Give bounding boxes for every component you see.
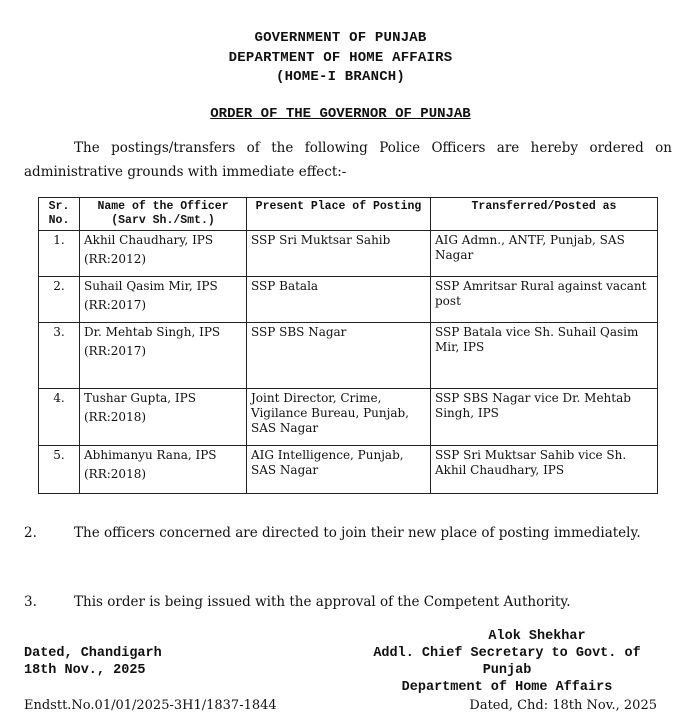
header-department: DEPARTMENT OF HOME AFFAIRS: [228, 50, 453, 66]
endorsement-number: Endstt.No.01/01/2025-3H1/1837-1844: [24, 698, 277, 713]
officer-batch: (RR:2012): [84, 252, 147, 266]
cell-officer: [80, 231, 247, 277]
officer-name: Suhail Qasim Mir, IPS: [84, 279, 218, 293]
cell-present: AIG Intelligence, Punjab, SAS Nagar: [247, 446, 431, 494]
paragraph-3-number: 3.: [24, 594, 37, 610]
paragraph-2: [24, 521, 672, 545]
header-present-posting: Present Place of Posting: [247, 198, 431, 231]
cell-posted: SSP SBS Nagar vice Dr. Mehtab Singh, IPS: [431, 389, 658, 446]
cell-officer: [80, 389, 247, 446]
paragraph-3-text: This order is being issued with the approval of the Competent Authority.: [74, 594, 571, 610]
cell-sr: 1.: [39, 231, 80, 277]
cell-sr: 5.: [39, 446, 80, 494]
header-sr-no: Sr. No.: [39, 198, 80, 231]
officer-name: Abhimanyu Rana, IPS: [84, 448, 217, 462]
officer-batch: (RR:2017): [84, 298, 147, 312]
cell-officer: [80, 446, 247, 494]
officer-name: Akhil Chaudhary, IPS: [84, 233, 214, 247]
header-transferred-as: Transferred/Posted as: [431, 198, 658, 231]
signatory-designation: Addl. Chief Secretary to Govt. of Punjab: [373, 646, 641, 678]
cell-officer: [80, 277, 247, 323]
cell-present: SSP SBS Nagar: [247, 323, 431, 389]
table-row: [39, 277, 658, 323]
officer-batch: (RR:2018): [84, 410, 147, 424]
dated-place: Dated, Chandigarh: [24, 646, 162, 661]
cell-present: Joint Director, Crime, Vigilance Bureau, Punjab, SAS Nagar: [247, 389, 431, 446]
table-row: [39, 323, 658, 389]
officer-batch: (RR:2017): [84, 344, 147, 358]
table-row: [39, 446, 658, 494]
cell-officer: [80, 323, 247, 389]
signatory-department: Department of Home Affairs: [401, 680, 613, 695]
header-branch: (HOME-I BRANCH): [275, 69, 406, 85]
paragraph-3: [24, 590, 672, 614]
paragraph-2-number: 2.: [24, 525, 37, 541]
officer-name: Dr. Mehtab Singh, IPS: [84, 325, 221, 339]
table-row: [39, 389, 658, 446]
officer-name: Tushar Gupta, IPS: [84, 391, 196, 405]
cell-present: SSP Sri Muktsar Sahib: [247, 231, 431, 277]
cell-posted: SSP Amritsar Rural against vacant post: [431, 277, 658, 323]
table-header-row: [39, 198, 658, 231]
header-government: GOVERNMENT OF PUNJAB: [254, 30, 427, 46]
intro-paragraph: The postings/transfers of the following Police Officers are hereby ordered on administrative grounds with immediate effect:-: [24, 140, 672, 180]
signatory-name: Alok Shekhar: [488, 629, 586, 644]
table-row: [39, 231, 658, 277]
cell-posted: SSP Sri Muktsar Sahib vice Sh. Akhil Chaudhary, IPS: [431, 446, 658, 494]
dated-date: 18th Nov., 2025: [24, 663, 146, 678]
order-title: ORDER OF THE GOVERNOR OF PUNJAB: [210, 106, 471, 122]
cell-posted: SSP Batala vice Sh. Suhail Qasim Mir, IPS: [431, 323, 658, 389]
cell-sr: 3.: [39, 323, 80, 389]
dated-right: Dated, Chd: 18th Nov., 2025: [469, 698, 657, 713]
cell-sr: 2.: [39, 277, 80, 323]
postings-table: [38, 197, 658, 494]
officer-batch: (RR:2018): [84, 467, 147, 481]
paragraph-2-text: The officers concerned are directed to join their new place of posting immediately.: [74, 525, 641, 541]
signatory-block: [357, 628, 657, 696]
dated-left: [24, 645, 162, 679]
header-officer-name: Name of the Officer (Sarv Sh./Smt.): [80, 198, 247, 231]
cell-posted: AIG Admn., ANTF, Punjab, SAS Nagar: [431, 231, 658, 277]
cell-present: SSP Batala: [247, 277, 431, 323]
cell-sr: 4.: [39, 389, 80, 446]
